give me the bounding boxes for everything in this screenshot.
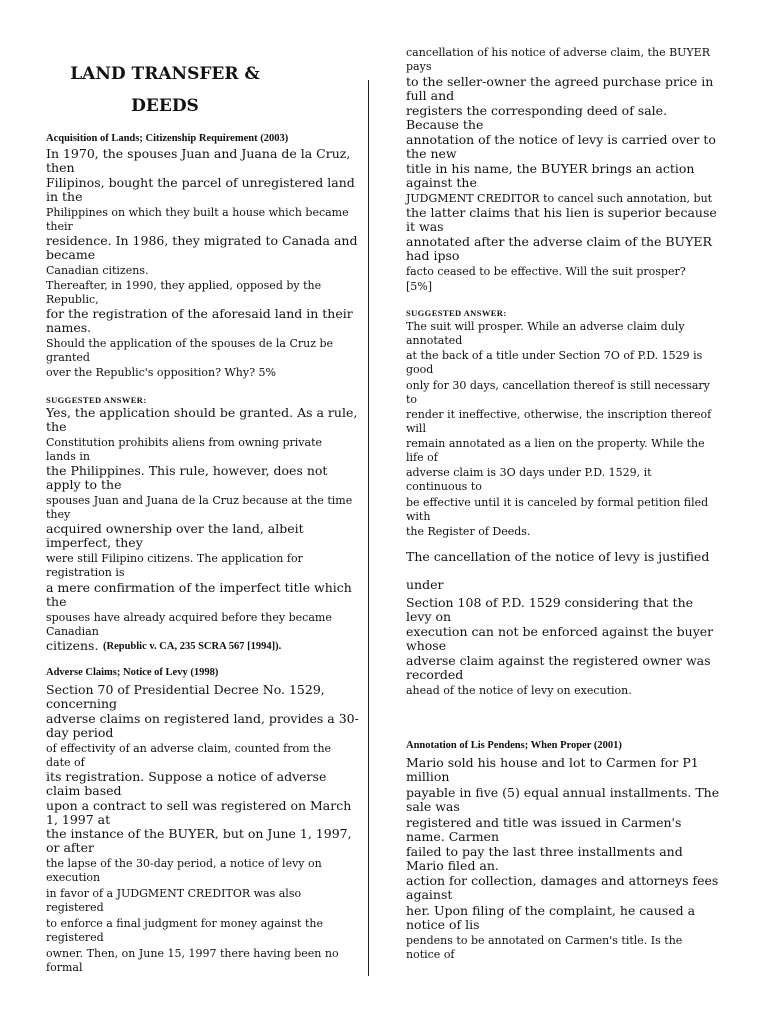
text-line: continuous to — [406, 480, 482, 493]
text-line: The cancellation of the notice of levy is justified — [406, 549, 710, 564]
text-line: pendens to be annotated on Carmen's title. Is the — [406, 934, 683, 947]
text-line: Thereafter, in 1990, they applied, opposed by the — [46, 279, 322, 292]
text-line: imperfect, they — [46, 535, 143, 550]
text-line: they — [46, 508, 71, 521]
text-line: facto ceased to be effective. Will the suit prosper? — [406, 265, 686, 278]
text-line: only for 30 days, cancellation thereof is still necessary — [406, 379, 710, 392]
suggested-answer-label: SUGGESTED ANSWER: — [46, 395, 147, 405]
text-line: citizens. — [46, 638, 99, 653]
text-line: its registration. Suppose a notice of adverse — [46, 769, 327, 784]
text-line: her. Upon filing of the complaint, he caused a — [406, 903, 696, 918]
text-line: annotation of the notice of levy is carried over to — [406, 132, 716, 147]
text-line: date of — [46, 756, 85, 769]
text-line: Philippines on which they built a house which became — [46, 206, 349, 219]
text-line: became — [46, 247, 96, 262]
text-line: notice of lis — [406, 917, 480, 932]
text-line: registered — [46, 901, 104, 914]
text-line: [5%] — [406, 280, 433, 293]
text-line: claim based — [46, 783, 122, 798]
section-heading: Adverse Claims; Notice of Levy (1998) — [46, 667, 219, 678]
page-title-line1: LAND TRANSFER & — [70, 64, 260, 84]
page-title-line2: DEEDS — [131, 96, 199, 116]
text-line: be effective until it is canceled by formal petition filed — [406, 496, 709, 509]
text-line: day period — [46, 725, 114, 740]
text-line: whose — [406, 638, 447, 653]
text-line: Yes, the application should be granted. As a rule, — [46, 405, 358, 420]
text-line: the new — [406, 146, 457, 161]
text-line: residence. In 1986, they migrated to Canada and — [46, 233, 358, 248]
text-line: were still Filipino citizens. The application for — [46, 552, 303, 565]
text-line: the lapse of the 30-day period, a notice of levy on — [46, 857, 322, 870]
text-line: cancellation of his notice of adverse claim, the BUYER — [406, 46, 710, 59]
text-line: Section 108 of P.D. 1529 considering that the — [406, 595, 694, 610]
text-line: registers the corresponding deed of sale. — [406, 103, 668, 118]
text-line: sale was — [406, 799, 460, 814]
text-line: their — [46, 220, 73, 233]
text-line: the latter claims that his lien is superior because — [406, 205, 717, 220]
text-line: the — [46, 594, 67, 609]
text-line: registered — [46, 931, 104, 944]
column-divider — [368, 80, 369, 976]
text-line: names. — [46, 320, 92, 335]
text-line: full and — [406, 88, 455, 103]
text-line: 1, 1997 at — [46, 812, 111, 827]
text-line: render it ineffective, otherwise, the inscription thereof — [406, 408, 712, 421]
text-line: Section 70 of Presidential Decree No. 1529, — [46, 682, 325, 697]
text-line: levy on — [406, 609, 452, 624]
text-line: it was — [406, 219, 444, 234]
text-line: JUDGMENT CREDITOR to cancel such annotation, but — [406, 192, 713, 205]
text-line: the — [46, 419, 67, 434]
text-line: a mere confirmation of the imperfect title which — [46, 580, 352, 595]
text-line: with — [406, 510, 431, 523]
text-line: million — [406, 769, 450, 784]
text-line: In 1970, the spouses Juan and Juana de la Cruz, — [46, 146, 351, 161]
text-line: in favor of a JUDGMENT CREDITOR was also — [46, 887, 302, 900]
text-line: Filipinos, bought the parcel of unregistered land — [46, 175, 355, 190]
text-line: annotated after the adverse claim of the BUYER — [406, 234, 712, 249]
text-line: Canadian — [46, 625, 99, 638]
text-line: concerning — [46, 696, 118, 711]
text-line: granted — [46, 351, 90, 364]
text-line: then — [46, 160, 75, 175]
text-line: execution — [46, 871, 101, 884]
text-line: had ipso — [406, 248, 460, 263]
text-line: lands in — [46, 450, 90, 463]
text-line: Because the — [406, 117, 484, 132]
text-line: the Philippines. This rule, however, does not — [46, 463, 328, 478]
text-line: under — [406, 577, 444, 592]
text-line: Mario filed an. — [406, 858, 499, 873]
text-line: name. Carmen — [406, 829, 499, 844]
text-line: the instance of the BUYER, but on June 1, 1997, — [46, 826, 352, 841]
text-line: Republic, — [46, 293, 99, 306]
text-line: Constitution prohibits aliens from owning private — [46, 436, 322, 449]
text-line: formal — [46, 961, 83, 974]
text-line: The suit will prosper. While an adverse claim duly — [406, 320, 685, 333]
text-line: annotated — [406, 334, 463, 347]
text-line: good — [406, 363, 434, 376]
text-line: spouses have already acquired before they became — [46, 611, 332, 624]
text-line: over the Republic's opposition? Why? 5% — [46, 366, 276, 379]
text-line: acquired ownership over the land, albeit — [46, 521, 304, 536]
text-line: registered and title was issued in Carmen's — [406, 815, 682, 830]
text-line: notice of — [406, 948, 455, 961]
text-line: the Register of Deeds. — [406, 525, 531, 538]
text-line: recorded — [406, 667, 464, 682]
text-line: pays — [406, 60, 432, 73]
text-line: will — [406, 422, 426, 435]
text-line: of effectivity of an adverse claim, counted from the — [46, 742, 332, 755]
text-line: owner. Then, on June 15, 1997 there having been no — [46, 947, 339, 960]
text-line: or after — [46, 840, 94, 855]
text-line: apply to the — [46, 477, 122, 492]
text-line: Mario sold his house and lot to Carmen for P1 — [406, 755, 699, 770]
text-line: life of — [406, 451, 438, 464]
section-heading: Acquisition of Lands; Citizenship Requirement (2003) — [46, 133, 289, 144]
text-line: payable in five (5) equal annual installments. The — [406, 785, 720, 800]
section-heading: Annotation of Lis Pendens; When Proper (2001) — [406, 740, 622, 751]
text-line: at the back of a title under Section 7O of P.D. 1529 is — [406, 349, 703, 362]
text-line: to the seller-owner the agreed purchase price in — [406, 74, 714, 89]
text-line: against — [406, 887, 453, 902]
text-line: adverse claim against the registered owner was — [406, 653, 711, 668]
text-line: Should the application of the spouses de la Cruz be — [46, 337, 334, 350]
text-line: to — [406, 393, 418, 406]
text-line: spouses Juan and Juana de la Cruz because at the time — [46, 494, 353, 507]
text-line: adverse claim is 3O days under P.D. 1529, it — [406, 466, 652, 479]
text-line: against the — [406, 175, 477, 190]
case-citation: (Republic v. CA, 235 SCRA 567 [1994]). — [103, 641, 282, 652]
text-line: registration is — [46, 566, 125, 579]
text-line: in the — [46, 189, 83, 204]
text-line: execution can not be enforced against the buyer — [406, 624, 714, 639]
text-line: upon a contract to sell was registered on March — [46, 798, 352, 813]
text-line: to enforce a final judgment for money against the — [46, 917, 323, 930]
suggested-answer-label: SUGGESTED ANSWER: — [406, 308, 507, 318]
text-line: for the registration of the aforesaid land in their — [46, 306, 353, 321]
text-line: failed to pay the last three installments and — [406, 844, 683, 859]
text-line: remain annotated as a lien on the property. While the — [406, 437, 705, 450]
text-line: adverse claims on registered land, provides a 30- — [46, 711, 359, 726]
text-line: ahead of the notice of levy on execution. — [406, 684, 632, 697]
text-line: action for collection, damages and attorneys fees — [406, 873, 719, 888]
text-line: title in his name, the BUYER brings an action — [406, 161, 695, 176]
text-line: Canadian citizens. — [46, 264, 149, 277]
